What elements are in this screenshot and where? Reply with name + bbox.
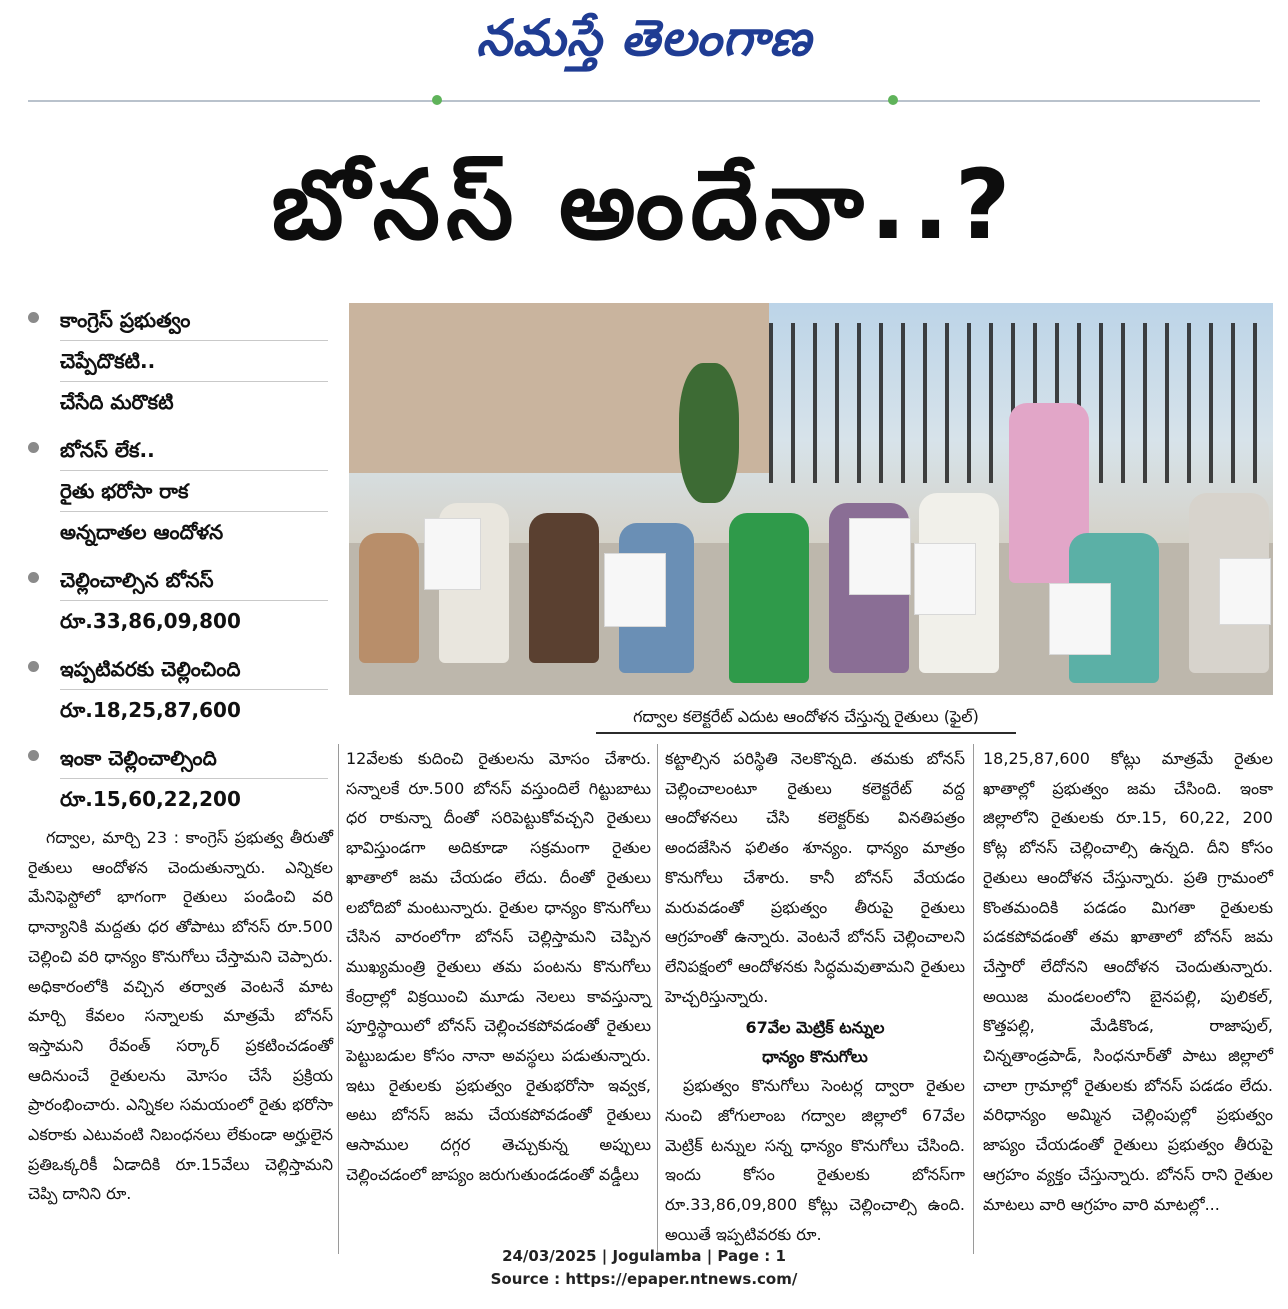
highlight-line: చెప్పేదొకటి.. [60, 341, 328, 382]
highlight-line: ఇప్పటివరకు చెల్లించింది [60, 649, 328, 690]
highlight-line: కాంగ్రెస్ ప్రభుత్వం [60, 300, 328, 341]
sub-heading [665, 1013, 965, 1071]
highlights-sidebar [28, 300, 328, 827]
highlight-amount: రూ.15,60,22,200 [60, 787, 241, 811]
article-column-3 [665, 744, 965, 1250]
photo-person [359, 533, 419, 663]
photo-petition-paper [1219, 558, 1271, 625]
highlight-line: ఇంకా చెల్లించాల్సింది [60, 738, 328, 779]
masthead: నమస్తే తెలంగాణ [476, 8, 812, 67]
protest-photo [349, 303, 1273, 695]
article-paragraph: ప్రభుత్వం కొనుగోలు సెంటర్ల ద్వారా రైతుల నుంచి జోగులాంబ గద్వాల జిల్లాలో 67వేల మెట్రిక్ టన్నుల సన్న ధాన్యం కొనుగోలు చేసింది. ఇందు కోసం రైతులకు బోనస్‌గా రూ.33,86,09,800 కోట్లు చెల్లించాల్సి ఉంది. అయితే ఇప్పటివరకు రూ. [665, 1076, 965, 1244]
leaf-ornament [888, 95, 898, 105]
sub-heading-line: ధాన్యం కొనుగోలు [762, 1047, 868, 1067]
article-column-2 [346, 744, 651, 1190]
photo-person [529, 513, 599, 663]
sub-heading-line: 67వేల మెట్రిక్ టన్నుల [745, 1018, 885, 1038]
highlight-line: అన్నదాతల ఆందోళన [60, 520, 224, 544]
photo-person [729, 513, 809, 683]
footer-edition-line: 24/03/2025 | Jogulamba | Page : 1 [502, 1247, 786, 1265]
bullet-icon [28, 572, 39, 583]
bullet-icon [28, 312, 39, 323]
article-paragraph: 12వేలకు కుదించి రైతులను మోసం చేశారు. సన్నాలకే రూ.500 బోనస్ వస్తుందిలే గిట్టుబాటు ధర రాకున్నా దీంతో సరిపెట్టుకోవచ్చని రైతులు భావిస్తుండగా అదికూడా సక్రమంగా రైతుల ఖాతాలో జమ చేయడం లేదు. దీంతో రైతులు లబోదిబో మంటున్నారు. రైతుల ధాన్యం కొనుగోలు చేసిన వారంలోగా బోనస్ చెల్లిస్తామని చెప్పిన ముఖ్యమంత్రి రైతులు తమ పంటను కొనుగోలు కేంద్రాల్లో విక్రయించి మూడు నెలలు కావస్తున్నా పూర్తిస్థాయిలో బోనస్ చెల్లించకపోవడంతో రైతులు పెట్టుబడుల కోసం నానా అవస్థలు పడుతున్నారు. ఇటు రైతులకు ప్రభుత్వం రైతుభరోసా ఇవ్వక, అటు బోనస్ జమ చేయకపోవడంతో రైతులు ఆసాముల దగ్గర తెచ్చుకున్న అప్పులు చెల్లించడంలో జాప్యం జరుగుతుండడంతో వడ్డీలు [346, 749, 651, 1184]
highlight-line: చెల్లించాల్సిన బోనస్ [60, 560, 328, 601]
article-intro [28, 823, 333, 1209]
headline: బోనస్ అందేనా..? [271, 149, 1017, 261]
photo-petition-paper [424, 518, 481, 590]
photo-petition-paper [1049, 583, 1111, 655]
bullet-icon [28, 442, 39, 453]
bullet-icon [28, 661, 39, 672]
article-paragraph: కట్టాల్సిన పరిస్థితి నెలకొన్నది. తమకు బోనస్ చెల్లించాలంటూ రైతులు కలెక్టరేట్ వద్ద ఆందోళనలు చేసి కలెక్టర్‌కు వినతిపత్రం అందజేసిన ఫలితం శూన్యం. ధాన్యం మాత్రం కొనుగోలు చేశారు. కానీ బోనస్ వేయడం మరువడంతో ప్రభుత్వం తీరుపై రైతులు ఆగ్రహంతో ఉన్నారు. వెంటనే బోనస్ చెల్లించాలని లేనిపక్షంలో ఆందోళనకు సిద్ధమవుతామని రైతులు హెచ్చరిస్తున్నారు. [665, 749, 965, 1006]
highlight-line: బోనస్ లేక.. [60, 430, 328, 471]
article-paragraph: గద్వాల, మార్చి 23 : కాంగ్రెస్ ప్రభుత్వ తీరుతో రైతులు ఆందోళన చెందుతున్నారు. ఎన్నికల మేనిఫెస్టోలో భాగంగా రైతులు పండించి వరి ధాన్యానికి మద్దతు ధర తోపాటు బోనస్ రూ.500 చెల్లించి వరి ధాన్యం కొనుగోలు చేస్తామని చెప్పారు. అధికారంలోకి వచ్చిన తర్వాత వెంటనే మాట మార్చి కేవలం సన్నాలకు మాత్రమే బోనస్ ఇస్తామని రేవంత్ సర్కార్ ప్రకటించడంతో ఆదినుంచే రైతులను మోసం చేసే ప్రక్రియ ప్రారంభించారు. ఎన్నికల సమయంలో రైతు భరోసా ఎకరాకు ఎటువంటి నిబంధనలు లేకుండా అర్హులైన ప్రతిఒక్కరికీ ఏడాదికి రూ.15వేలు చెల్లిస్తామని చెప్పి దానిని రూ. [28, 828, 333, 1204]
footer-source-line: Source : https://epaper.ntnews.com/ [490, 1270, 798, 1288]
highlight-item [28, 430, 328, 552]
photo-petition-paper [849, 518, 911, 595]
highlight-line: రైతు భరోసా రాక [60, 471, 328, 512]
article-paragraph: 18,25,87,600 కోట్లు మాత్రమే రైతుల ఖాతాల్లో ప్రభుత్వం జమ చేసింది. ఇంకా జిల్లాలోని రైతులకు రూ.15, 60,22, 200 కోట్ల బోనస్ చెల్లించాల్సి ఉన్నది. దీని కోసం రైతులు ఆందోళన చేస్తున్నారు. ప్రతి గ్రామంలో కొంతమందికి పడడం మిగతా రైతులకు పడకపోవడంతో తమ ఖాతాలో బోనస్ జమ చేస్తారో లేదోనని ఆందోళన చెందుతున్నారు. అయిజ మండలంలోని బైనపల్లి, పులికల్, కొత్తపల్లి, మేడికొండ, రాజాపుల్, చిన్నతాండ్రపాడ్, సింధనూర్‌తో పాటు జిల్లాలో చాలా గ్రామాల్లో రైతులకు బోనస్ పడడం లేదు. వరిధాన్యం అమ్మిన చెల్లింపుల్లో ప్రభుత్వం జాప్యం చేయడంతో రైతులు ప్రభుత్వం తీరుపై ఆగ్రహం వ్యక్తం చేస్తున్నారు. బోనస్ రాని రైతుల మాటలు వారి ఆగ్రహం వారి మాటల్లో... [983, 749, 1273, 1214]
photo-petition-paper [604, 553, 666, 627]
column-separator [657, 744, 658, 1254]
highlight-item [28, 560, 328, 641]
photo-tree [679, 363, 739, 503]
highlight-item [28, 649, 328, 730]
photo-petition-paper [914, 543, 976, 615]
leaf-ornament [432, 95, 442, 105]
masthead-rule [28, 100, 1260, 102]
column-separator [973, 744, 974, 1254]
highlight-item [28, 738, 328, 819]
highlight-amount: రూ.33,86,09,800 [60, 609, 241, 633]
highlight-amount: రూ.18,25,87,600 [60, 698, 241, 722]
bullet-icon [28, 750, 39, 761]
highlight-line: చేసేది మరొకటి [60, 390, 174, 414]
article-column-4 [983, 744, 1273, 1219]
highlight-item [28, 300, 328, 422]
photo-caption: గద్వాల కలెక్టరేట్ ఎదుట ఆందోళన చేస్తున్న రైతులు (ఫైల్) [596, 707, 1016, 734]
column-separator [338, 744, 339, 1254]
